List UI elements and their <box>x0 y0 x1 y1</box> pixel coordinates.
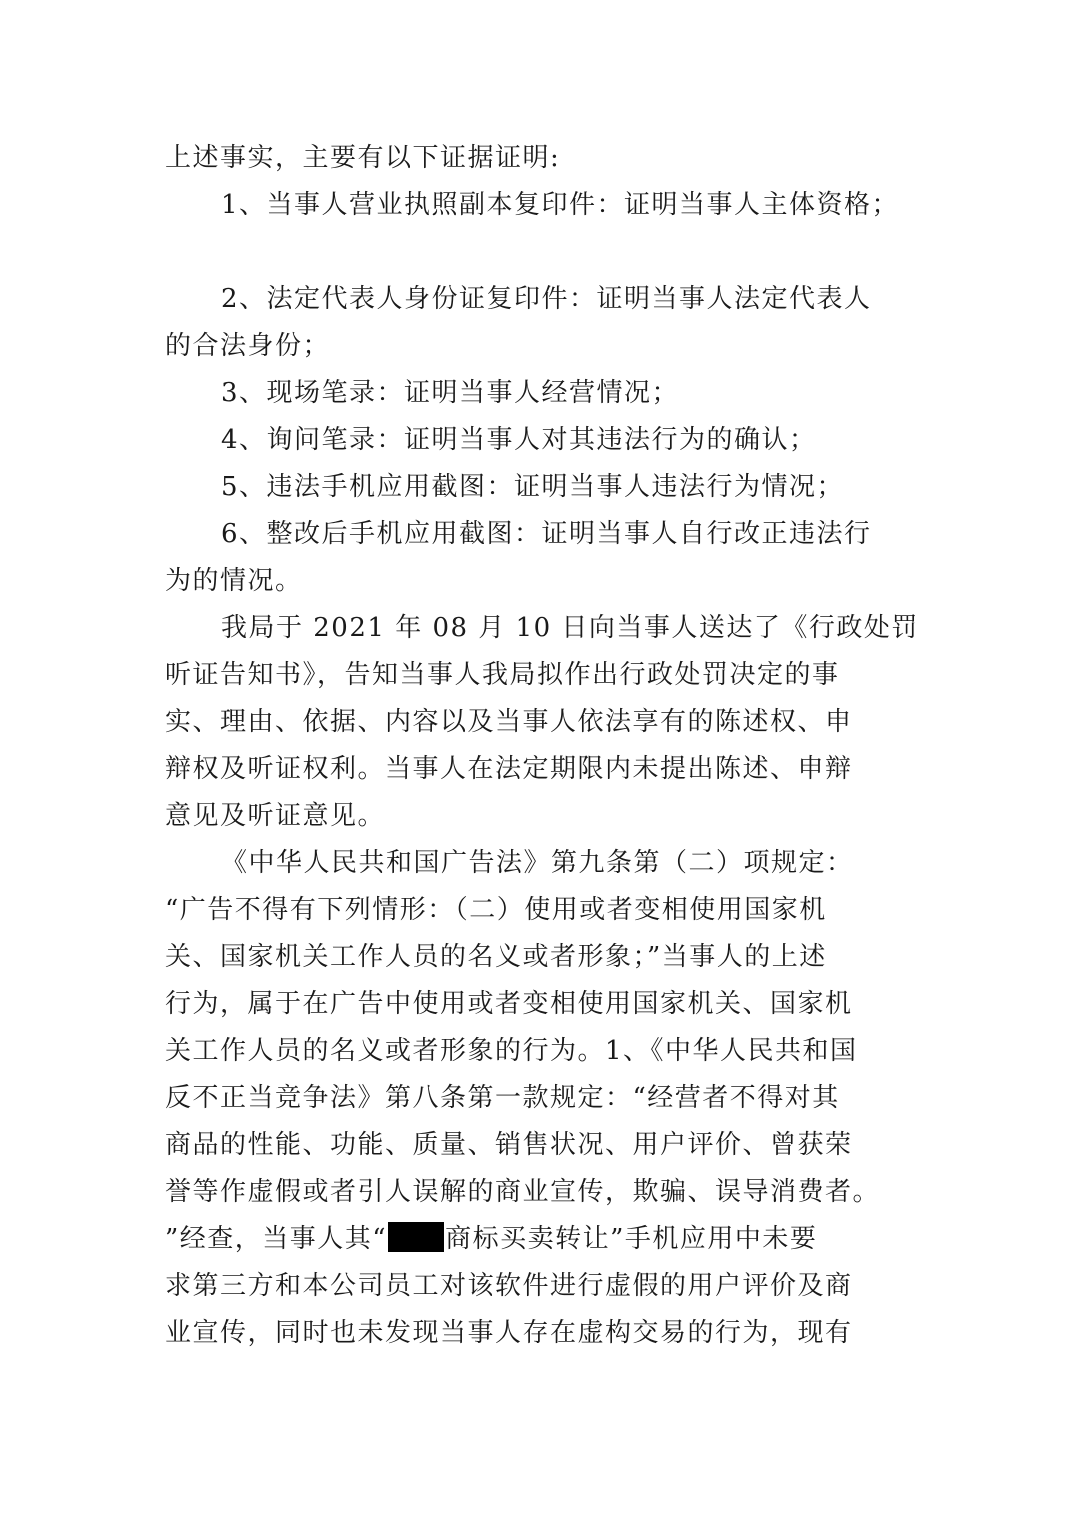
law-line-9-prefix: ”经查，当事人其“ <box>165 1224 388 1254</box>
law-paragraph-line-7: 商品的性能、功能、质量、销售状况、用户评价、曾获荣 <box>165 1130 853 1160</box>
law-line-9-suffix: 商标买卖转让”手机应用中未要 <box>445 1224 818 1254</box>
evidence-item-2-line-1: 2、法定代表人身份证复印件：证明当事人法定代表人 <box>221 284 872 314</box>
evidence-item-6-line-1: 6、整改后手机应用截图：证明当事人自行改正违法行 <box>221 519 872 549</box>
law-paragraph-line-1: 《中华人民共和国广告法》第九条第（二）项规定： <box>221 848 854 878</box>
redaction-box <box>388 1222 444 1252</box>
evidence-item-4: 4、询问笔录：证明当事人对其违法行为的确认； <box>221 425 817 455</box>
law-paragraph-line-4: 行为，属于在广告中使用或者变相使用国家机关、国家机 <box>165 989 853 1019</box>
hearing-paragraph-line-5: 意见及听证意见。 <box>165 801 386 831</box>
law-paragraph-line-2: “广告不得有下列情形：（二）使用或者变相使用国家机 <box>165 895 827 925</box>
hearing-paragraph-line-1: 我局于 2021 年 08 月 10 日向当事人送达了《行政处罚 <box>221 613 919 643</box>
law-paragraph-line-3: 关、国家机关工作人员的名义或者形象；”当事人的上述 <box>165 942 827 972</box>
law-paragraph-line-9 <box>165 1216 910 1263</box>
blank-line <box>165 229 910 276</box>
hearing-paragraph-line-2: 听证告知书》，告知当事人我局拟作出行政处罚决定的事 <box>165 660 840 690</box>
law-paragraph-line-10: 求第三方和本公司员工对该软件进行虚假的用户评价及商 <box>165 1271 853 1301</box>
law-paragraph-line-5: 关工作人员的名义或者形象的行为。1、《中华人民共和国 <box>165 1036 858 1066</box>
evidence-intro: 上述事实，主要有以下证据证明: <box>165 143 561 173</box>
law-paragraph-line-8: 誉等作虚假或者引人误解的商业宣传，欺骗、误导消费者。 <box>165 1177 881 1207</box>
evidence-item-3: 3、现场笔录：证明当事人经营情况； <box>221 378 680 408</box>
hearing-paragraph-line-4: 辩权及听证权利。当事人在法定期限内未提出陈述、申辩 <box>165 754 853 784</box>
law-paragraph-line-11: 业宣传，同时也未发现当事人存在虚构交易的行为，现有 <box>165 1318 853 1348</box>
evidence-item-1: 1、当事人营业执照副本复印件：证明当事人主体资格； <box>221 190 900 220</box>
evidence-item-5: 5、违法手机应用截图：证明当事人违法行为情况； <box>221 472 845 502</box>
hearing-paragraph-line-3: 实、理由、依据、内容以及当事人依法享有的陈述权、申 <box>165 707 853 737</box>
evidence-item-2-line-2: 的合法身份； <box>165 331 331 361</box>
law-paragraph-line-6: 反不正当竞争法》第八条第一款规定：“经营者不得对其 <box>165 1083 840 1113</box>
document-page <box>165 135 919 1357</box>
evidence-item-6-line-2: 为的情况。 <box>165 566 303 596</box>
